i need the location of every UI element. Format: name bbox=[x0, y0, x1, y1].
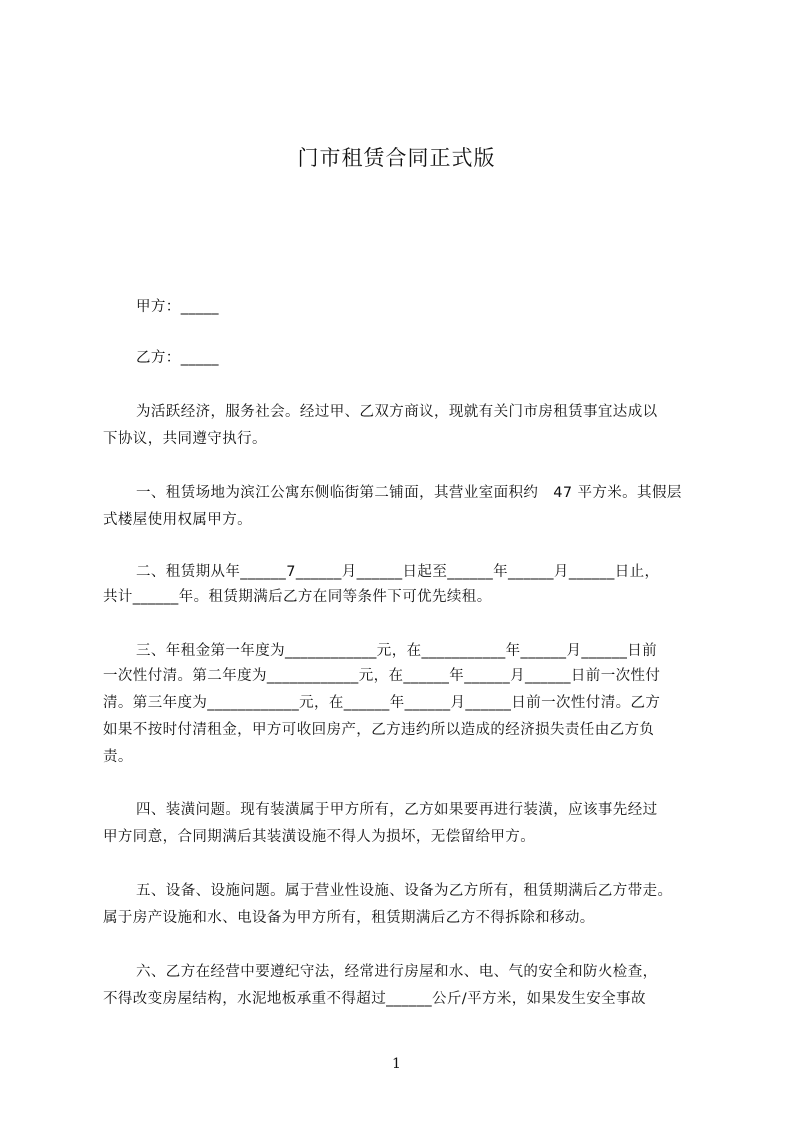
clause-1-line-1: 一、租赁场地为滨江公寓东侧临街第二铺面，其营业室面积约 47 平方米。其假层 bbox=[136, 485, 682, 501]
party-a-line: 甲方：_____ bbox=[136, 299, 219, 315]
clause-2-line-2: 共计______年。租赁期满后乙方在同等条件下可优先续租。 bbox=[103, 589, 492, 605]
preamble-line-2: 下协议，共同遵守执行。 bbox=[103, 431, 267, 447]
clause-4-line-1: 四、装潢问题。现有装潢属于甲方所有，乙方如果要再进行装潢，应该事先经过 bbox=[136, 802, 658, 818]
party-b-line: 乙方：_____ bbox=[136, 350, 219, 366]
clause-1-line-2: 式楼屋使用权属甲方。 bbox=[103, 512, 252, 528]
clause-3-line-1: 三、年租金第一年度为____________元，在___________年______月______日前 bbox=[136, 643, 658, 659]
clause-3-line-2: 一次性付清。第二年度为____________元，在______年______月______日前一次性付 bbox=[103, 668, 661, 684]
clause-5-line-2: 属于房产设施和水、电设备为甲方所有，租赁期满后乙方不得拆除和移动。 bbox=[103, 910, 595, 926]
clause-3-line-5: 责。 bbox=[103, 749, 133, 765]
clause-2-line-1: 二、租赁期从年______7______月______日起至______年______月______日止， bbox=[136, 564, 660, 580]
page-number: 1 bbox=[392, 1056, 401, 1072]
clause-6-line-2: 不得改变房屋结构，水泥地板承重不得超过______公斤/平方米，如果发生安全事故 bbox=[103, 991, 646, 1007]
clause-3-line-4: 如果不按时付清租金，甲方可收回房产，乙方违约所以造成的经济损失责任由乙方负 bbox=[103, 722, 655, 738]
clause-5-line-1: 五、设备、设施问题。属于营业性设施、设备为乙方所有，租赁期满后乙方带走。 bbox=[136, 883, 673, 899]
preamble-line-1: 为活跃经济，服务社会。经过甲、乙双方商议，现就有关门市房租赁事宜达成以 bbox=[136, 404, 658, 420]
clause-6-line-1: 六、乙方在经营中要遵纪守法，经常进行房屋和水、电、气的安全和防火检查， bbox=[136, 964, 658, 980]
clause-3-line-3: 清。第三年度为____________元，在______年______月______日前一次性付清。乙方 bbox=[103, 695, 661, 711]
clause-4-line-2: 甲方同意，合同期满后其装潢设施不得人为损坏，无偿留给甲方。 bbox=[103, 829, 536, 845]
document-title: 门市租赁合同正式版 bbox=[297, 146, 496, 170]
